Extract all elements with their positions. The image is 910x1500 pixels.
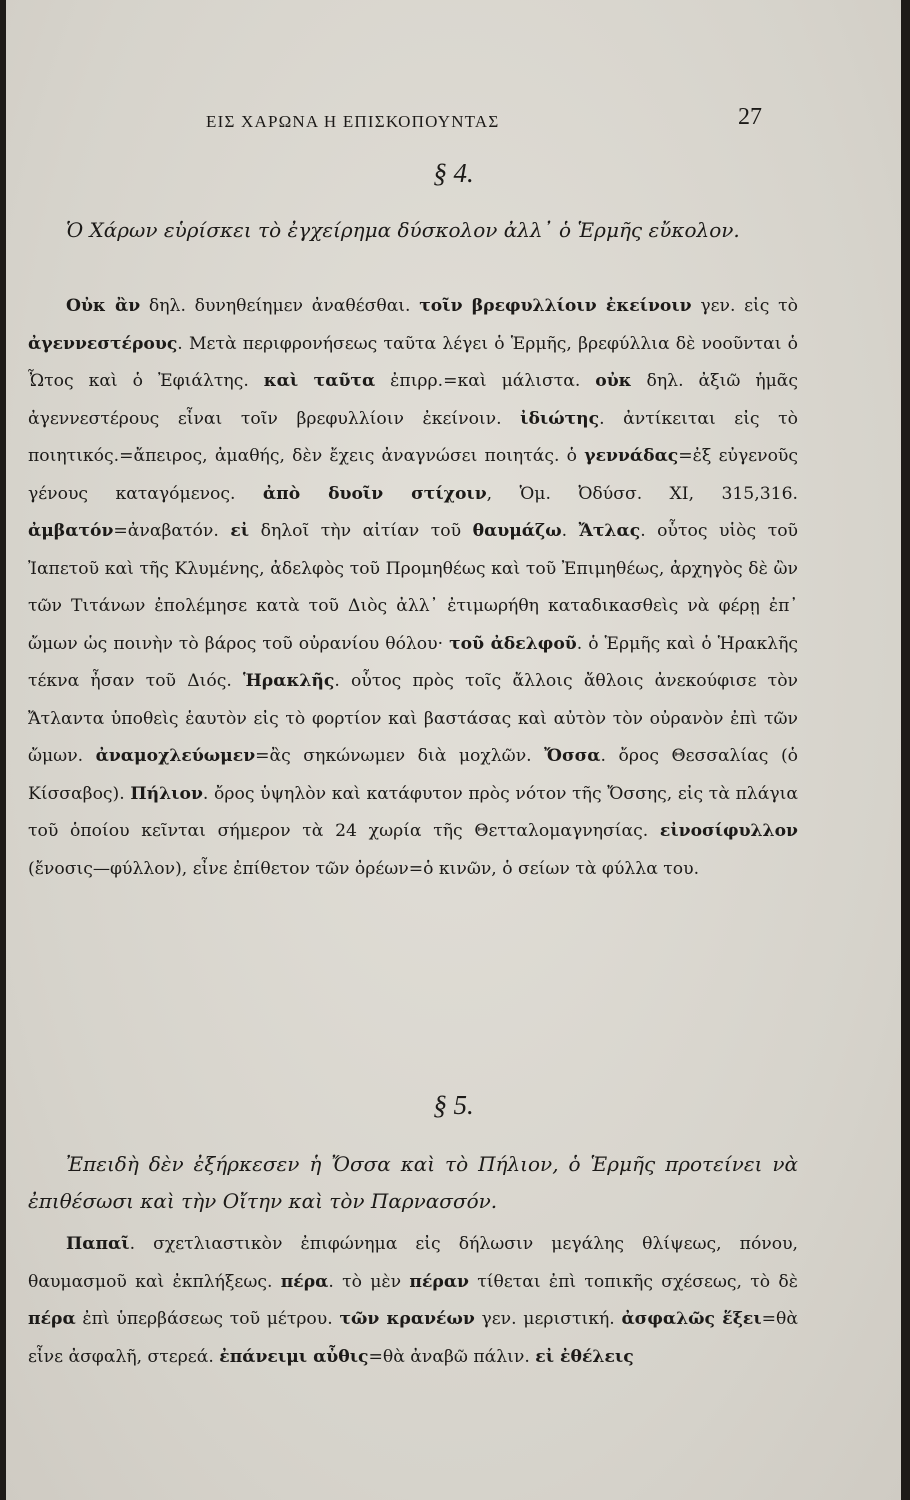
section-5-heading: Ἐπειδὴ δὲν ἐξήρκεσεν ἡ Ὄσσα καὶ τὸ Πήλιον, ὁ Ἑρμῆς προτείνει νὰ ἐπιθέσωσι καὶ τὴν Οἴτην καὶ τὸν Παρνασσόν.	[28, 1152, 798, 1213]
running-title: ΕΙΣ ΧΑΡΩΝΑ Η ΕΠΙΣΚΟΠΟΥΝΤΑΣ	[206, 112, 500, 131]
book-page	[6, 0, 901, 1500]
running-header	[6, 104, 901, 134]
section-4-mark: § 4.	[433, 158, 474, 188]
section-5-mark: § 5.	[433, 1090, 474, 1120]
page-edge-right	[901, 0, 910, 1500]
section-5-glossary: Παπαῖ. σχετλιαστικὸν ἐπιφώνημα εἰς δήλωσιν μεγάλης θλίψεως, πόνου, θαυμασμοῦ καὶ ἐκπλήξεως. πέρα. τὸ μὲν πέραν τίθεται ἐπὶ τοπικῆς σχέσεως, τὸ δὲ πέρα ἐπὶ ὑπερβάσεως τοῦ μέτρου. τῶν κρανέων γεν. μεριστική. ἀσφαλῶς ἕξει=θὰ εἶνε ἀσφαλῆ, στερεά. ἐπάνειμι αὖθις=θὰ ἀναβῶ πάλιν. εἰ ἐθέλεις	[28, 1234, 798, 1367]
section-4-heading: Ὁ Χάρων εὑρίσκει τὸ ἐγχείρημα δύσκολον ἀλλ᾽ ὁ Ἑρμῆς εὔκολον.	[66, 218, 740, 242]
section-4-glossary: Οὐκ ἂν δηλ. δυνηθείημεν ἀναθέσθαι. τοῖν βρεφυλλίοιν ἐκείνοιν γεν. εἰς τὸ ἀγεννεστέρους. Μετὰ περιφρονήσεως ταῦτα λέγει ὁ Ἑρμῆς, βρεφύλλια δὲ νοοῦνται ὁ Ὦτος καὶ ὁ Ἐφιάλτης. καὶ ταῦτα ἐπιρρ.=καὶ μάλιστα. οὐκ δηλ. ἀξιῶ ἡμᾶς ἀγεννεστέρους εἶναι τοῖν βρεφυλλίοιν ἐκείνοιν. ἰδιώτης. ἀντίκειται εἰς τὸ ποιητικός.=ἄπειρος, ἀμαθής, δὲν ἔχεις ἀναγνώσει ποιητάς. ὁ γεννάδας=ἐξ εὐγενοῦς γένους καταγόμενος. ἀπὸ δυοῖν στίχοιν, Ὁμ. Ὀδύσσ. XI, 315,316. ἀμβατόν=ἀναβατόν. εἰ δηλοῖ τὴν αἰτίαν τοῦ θαυμάζω. Ἄτλας. οὗτος υἱὸς τοῦ Ἰαπετοῦ καὶ τῆς Κλυμένης, ἀδελφὸς τοῦ Προμηθέως καὶ τοῦ Ἐπιμηθέως, ἀρχηγὸς δὲ ὢν τῶν Τιτάνων ἐπολέμησε κατὰ τοῦ Διὸς ἀλλ᾽ ἐτιμωρήθη καταδικασθεὶς νὰ φέρῃ ἐπ᾽ ὤμων ὡς ποινὴν τὸ βάρος τοῦ οὐρανίου θόλου· τοῦ ἀδελφοῦ. ὁ Ἑρμῆς καὶ ὁ Ἡρακλῆς τέκνα ἦσαν τοῦ Διός. Ἡρακλῆς. οὗτος πρὸς τοῖς ἄλλοις ἄθλοις ἀνεκούφισε τὸν Ἄτλαντα ὑποθεὶς ἑαυτὸν εἰς τὸ φορτίον καὶ βαστάσας καὶ αὐτὸν τὸν οὐρανὸν ἐπὶ τῶν ὤμων. ἀναμοχλεύωμεν=ἂς σηκώνωμεν διὰ μοχλῶν. Ὄσσα. ὄρος Θεσσαλίας (ὁ Κίσσαβος). Πήλιον. ὄρος ὑψηλὸν καὶ κατάφυτον πρὸς νότον τῆς Ὄσσης, εἰς τὰ πλάγια τοῦ ὁποίου κεῖνται σήμερον τὰ 24 χωρία τῆς Θετταλομαγνησίας. εἰνοσίφυλλον (ἔνοσις—φύλλον), εἶνε ἐπίθετον τῶν ὀρέων=ὁ κινῶν, ὁ σείων τὰ φύλλα του.	[28, 296, 799, 879]
page-number: 27	[738, 104, 762, 130]
